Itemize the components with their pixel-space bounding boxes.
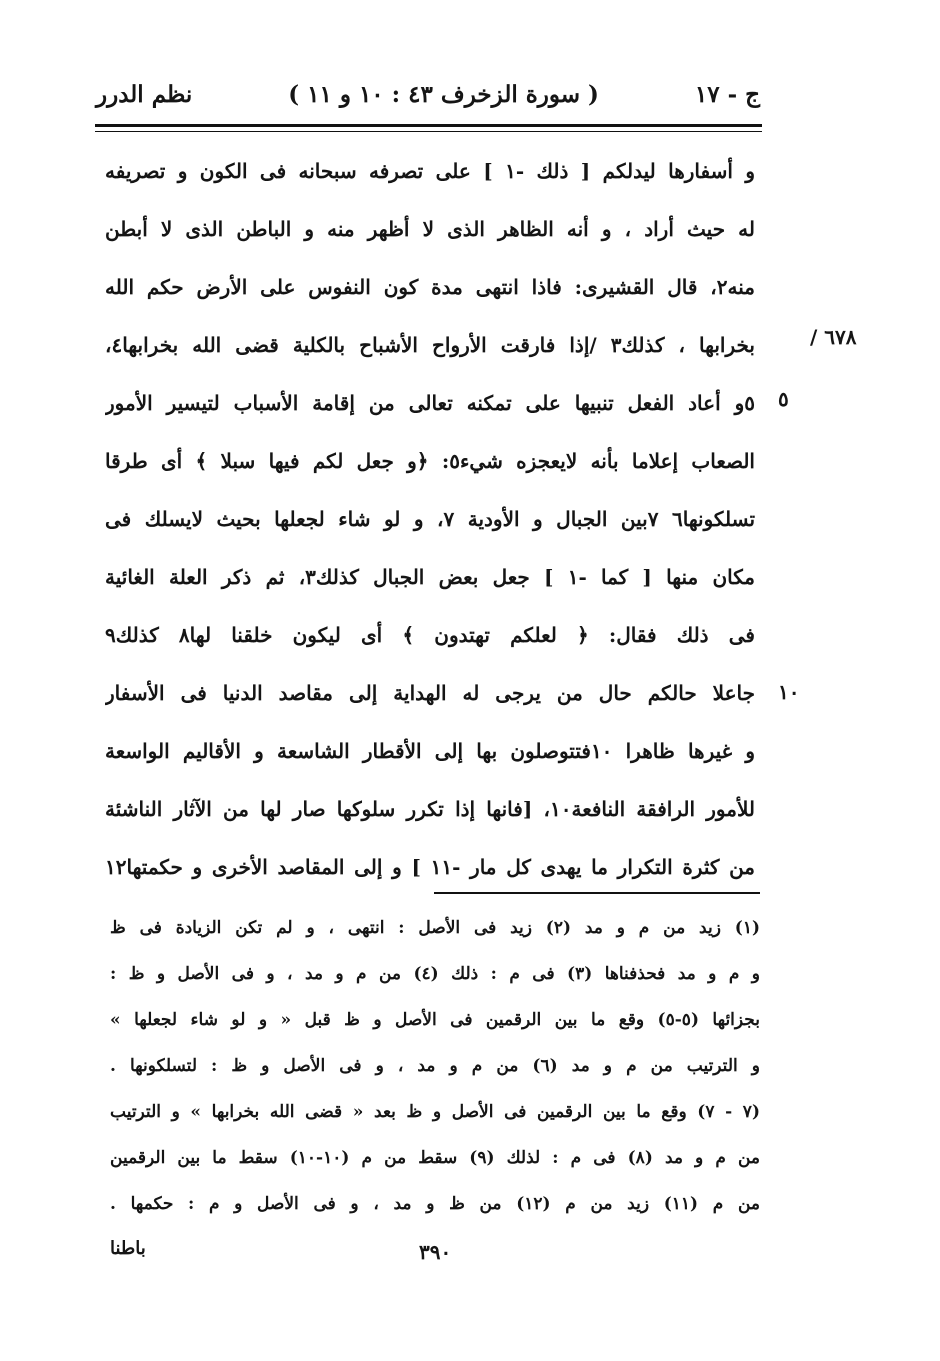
text-line: تسلكونها٦ ٧بين الجبال و الأودية ٧، و لو شاء لجعلها بحيث لايسلك فى: [105, 507, 755, 531]
text-line: مكان منها [ كما -١ ] جعل بعض الجبال كذلك٣، ثم ذكر العلة الغائية: [105, 565, 755, 589]
text-line: له حيث أراد ، و أنه الظاهر الذى لا أظهر منه و الباطن الذى لا أبطن: [105, 217, 755, 241]
footnote-line: بجزائها (٥-٥) وقع ما بين الرقمين فى الأصل و ظ قبل « و لو شاء لجعلها »: [110, 1010, 760, 1030]
line-number-5: ٥: [778, 387, 789, 411]
catchword: باطنا: [110, 1238, 146, 1259]
text-line: و أسفارها ليدلكم [ ذلك -١ ] على تصرفه سبحانه فى الكون و تصريفه: [105, 159, 755, 183]
text-line: منه٢، قال القشيرى: فاذا انتهى مدة كون النفوس على الأرض حكم الله: [105, 275, 755, 299]
main-text: [105, 142, 755, 896]
text-line: و غيرها ظاهرا ١٠فتتوصلون بها إلى الأقطار الشاسعة و الأقاليم الواسعة: [105, 739, 755, 763]
running-header: [96, 74, 760, 114]
header-volume: ج - ١٧: [694, 80, 760, 108]
text-line: للأمور الرافقة النافعة١٠، [فانها إذا تكرر سلوكها صار لها من الآثار الناشئة: [105, 797, 755, 821]
text-line: الصعاب إعلاما بأنه لايعجزه شيء٥: ﴿و جعل لكم فيها سبلا ﴾ أى طرقا: [105, 449, 755, 473]
footnote-line: (١) زيد من م و مد (٢) زيد فى الأصل : انتهى ، و لم تكن الزيادة فى ظ: [110, 918, 760, 938]
text-line: من كثرة التكرار ما يهدى كل مار -١١ ] و إلى المقاصد الأخرى و حكمتها١٢: [105, 855, 755, 879]
header-book-title: نظم الدرر: [96, 80, 193, 108]
margin-manuscript-ref: ٦٧٨ /: [810, 325, 857, 349]
footnote-separator: [434, 892, 760, 894]
header-surah-reference: ( سورة الزخرف ٤٣ : ١٠ و ١١ ): [288, 80, 599, 108]
header-rule-thin: [95, 131, 762, 132]
text-line: بخرابها ، كذلك٣ /إذا فارقت الأرواح الأشباح بالكلية قضى الله بخرابها٤،: [105, 333, 755, 357]
text-line: فى ذلك فقال: ﴿ لعلكم تهتدون ﴾ أى ليكون خلقنا لها٨ كذلك٩: [105, 623, 755, 647]
footnote-line: و الترتيب من م و مد (٦) من م و مد ، و فى الأصل و ظ : لتسلكونها .: [110, 1056, 760, 1076]
line-number-10: ١٠: [778, 680, 800, 704]
text-line: ٥و أعاد الفعل تنبيها على تمكنه تعالى من إقامة الأسباب لتيسير الأمور: [105, 391, 755, 415]
footnote-line: من م (١١) زيد من م (١٢) من ظ و مد ، و فى الأصل و م : حكمها .: [110, 1194, 760, 1214]
footnotes: [110, 905, 760, 1227]
footnote-line: من م و مد (٨) فى م : لذلك (٩) سقط من م (١٠-١٠) سقط ما بين الرقمين: [110, 1148, 760, 1168]
text-line: جاعلا حالكم حال من يرجى له الهداية إلى مقاصد الدنيا فى الأسفار: [105, 681, 755, 705]
page-number: ٣٩٠: [419, 1240, 452, 1264]
footnote-line: و م و مد فحذفناها (٣) فى م : ذلك (٤) من م و مد ، و فى الأصل و ظ :: [110, 964, 760, 984]
header-rule-thick: [95, 124, 762, 127]
footnote-line: (٧ - ٧) وقع ما بين الرقمين فى الأصل و ظ بعد « قضى الله بخرابها » و الترتيب: [110, 1102, 760, 1122]
